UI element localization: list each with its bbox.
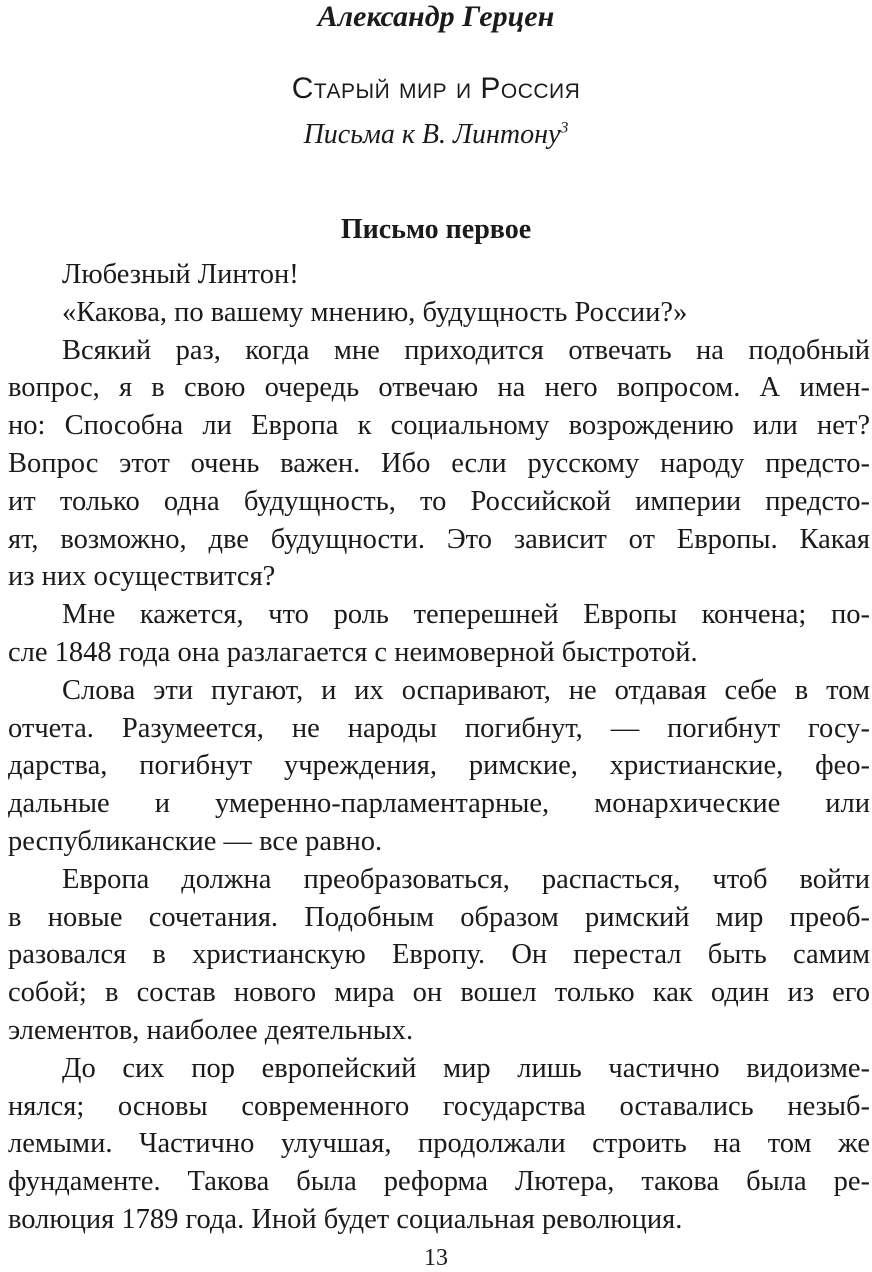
- running-head: Александр Герцен: [317, 0, 555, 33]
- page-number: 13: [424, 1245, 448, 1271]
- subtitle-text: Письма к В. Линтону: [303, 119, 561, 150]
- text-line: Европа должна преобразоваться, распасться, чтоб войти: [62, 863, 870, 895]
- text-line: Слова эти пугают, и их оспаривают, не отдавая себе в том: [62, 674, 870, 706]
- text-line: элементов, наиболее деятельных.: [8, 1014, 414, 1046]
- chapter-title: Старый мир и Россия: [291, 72, 581, 105]
- text-line: собой; в состав нового мира он вошел только как один из его: [8, 977, 870, 1009]
- section-heading: Письмо первое: [340, 214, 532, 245]
- text-line: волюция 1789 года. Иной будет социальная революция.: [8, 1203, 683, 1235]
- chapter-subtitle: [0, 118, 872, 152]
- text-line: но: Способна ли Европа к социальному возрождению или нет?: [8, 410, 870, 442]
- text-line: нялся; основы современного государства оставались незыб-: [8, 1090, 870, 1122]
- text-line: Вопрос этот очень важен. Ибо если русскому народу предсто-: [8, 447, 870, 479]
- text-line: фундаменте. Такова была реформа Лютера, такова была ре-: [8, 1166, 870, 1198]
- text-line: Мне кажется, что роль теперешней Европы кончена; по-: [62, 599, 870, 631]
- text-line: отчета. Разумеется, не народы погибнут, — погибнут госу-: [8, 712, 870, 744]
- text-line: вопрос, я в свою очередь отвечаю на него вопросом. А имен-: [8, 372, 870, 404]
- text-line: До сих пор европейский мир лишь частично видоизме-: [62, 1052, 870, 1084]
- body-text: [8, 256, 870, 1239]
- text-line: разовался в христианскую Европу. Он перестал быть самим: [8, 939, 870, 971]
- text-line: «Какова, по вашему мнению, будущность России?»: [62, 296, 688, 328]
- text-line: дарства, погибнут учреждения, римские, христианские, фео-: [8, 750, 870, 782]
- text-line: ят, возможно, две будущности. Это зависит от Европы. Какая: [8, 523, 870, 555]
- footnote-marker: 3: [560, 119, 569, 137]
- text-line: сле 1848 года она разлагается с неимоверной быстротой.: [8, 636, 698, 668]
- text-line: лемыми. Частично улучшая, продолжали строить на том же: [8, 1128, 870, 1160]
- text-line: ит только одна будущность, то Российской империи предсто-: [8, 485, 870, 517]
- text-line: из них осуществится?: [8, 561, 276, 593]
- text-line: дальные и умеренно-парламентарные, монархические или: [8, 788, 870, 820]
- text-line: в новые сочетания. Подобным образом римский мир преоб-: [8, 901, 870, 933]
- text-line: Всякий раз, когда мне приходится отвечать на подобный: [62, 334, 870, 366]
- text-line: республиканские — все равно.: [8, 825, 383, 857]
- text-line: Любезный Линтон!: [62, 259, 299, 290]
